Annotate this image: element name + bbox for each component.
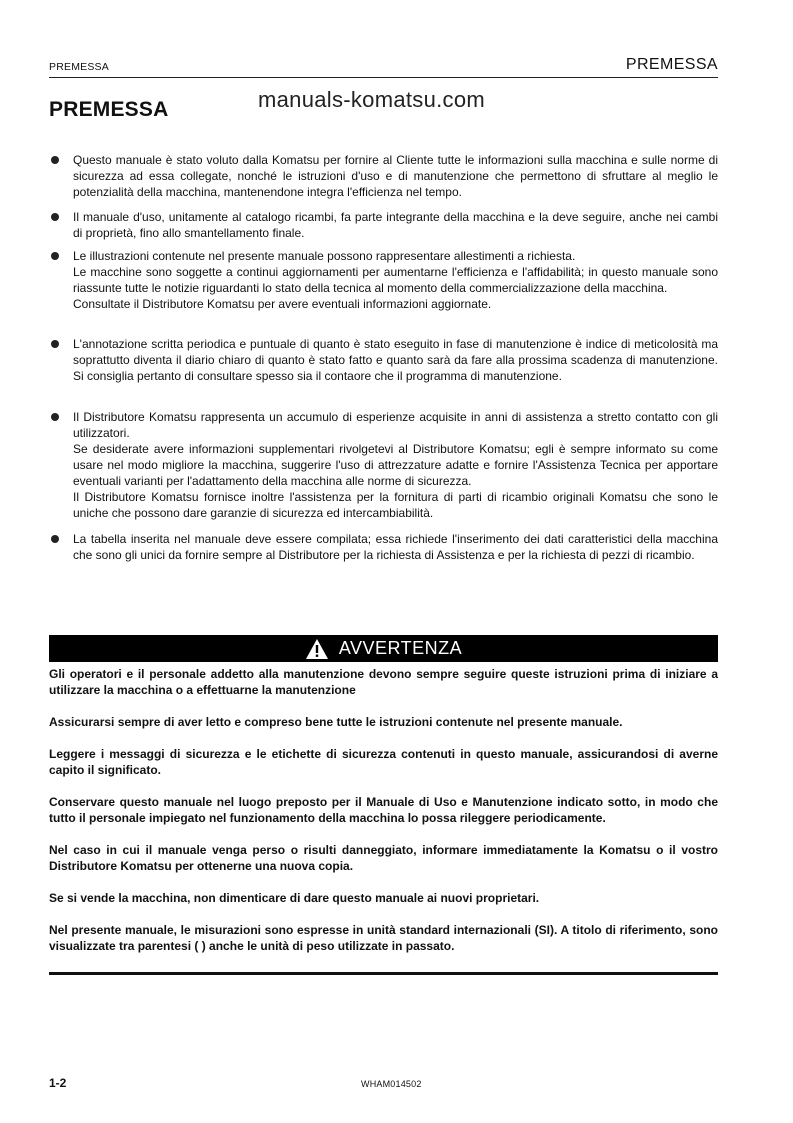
bullet-item <box>49 248 718 336</box>
header-section-label: PREMESSA <box>49 61 109 73</box>
bullet-paragraph: L'annotazione scritta periodica e puntuale di quanto è stato eseguito in fase di manutenzione è indice di meticolosità ma soprattutto diventa il diario chiaro di quanto è stato fatto e quanto sarà da fare alla prossima scadenza di manutenzione. Si consiglia pertanto di consultare spesso sia il contaore che il programma di manutenzione. <box>73 337 718 383</box>
page-number: 1-2 <box>49 1076 67 1090</box>
bullet-paragraph: Consultate il Distributore Komatsu per avere eventuali informazioni aggiornate. <box>73 297 492 311</box>
warning-paragraph: Assicurarsi sempre di aver letto e compreso bene tutte le istruzioni contenute nel presente manuale. <box>49 715 623 729</box>
intro-bullet-list <box>49 152 718 579</box>
bullet-paragraph: Il manuale d'uso, unitamente al catalogo ricambi, fa parte integrante della macchina e la deve seguire, anche nei cambi di proprietà, fino allo smantellamento finale. <box>73 210 718 240</box>
bullet-paragraph: Se desiderate avere informazioni supplementari rivolgetevi al Distributore Komatsu; egli è sempre informato su come usare nel modo migliore la macchina, suggerire l'uso di attrezzature adatte e fornire l'Assistenza Tecnica per apportare eventuali varianti per l'adattamento della macchina alle norme di sicurezza. <box>73 442 718 488</box>
warning-paragraph: Leggere i messaggi di sicurezza e le etichette di sicurezza contenuti in questo manuale, assicurandosi di averne capito il significato. <box>49 747 718 777</box>
bullet-item <box>49 336 718 409</box>
bullet-item <box>49 152 718 209</box>
bullet-item <box>49 209 718 248</box>
warning-paragraph: Gli operatori e il personale addetto alla manutenzione devono sempre seguire queste istruzioni prima di iniziare a utilizzare la macchina o a effettuarne la manutenzione <box>49 667 718 697</box>
warning-triangle-icon <box>305 638 329 660</box>
bullet-dot-icon <box>51 156 59 164</box>
warning-paragraph: Nel caso in cui il manuale venga perso o risulti danneggiato, informare immediatamente la Komatsu o il vostro Distributore Komatsu per ottenerne una nuova copia. <box>49 843 718 873</box>
header-chapter-label: PREMESSA <box>625 56 718 73</box>
running-header <box>49 54 718 78</box>
document-code: WHAM014502 <box>361 1079 422 1089</box>
watermark-text: manuals-komatsu.com <box>258 87 485 112</box>
bullet-item <box>49 531 718 579</box>
warning-title: AVVERTENZA <box>338 638 463 658</box>
bullet-item <box>49 409 718 531</box>
bullet-dot-icon <box>51 413 59 421</box>
bullet-paragraph: Il Distributore Komatsu rappresenta un accumulo di esperienze acquisite in anni di assistenza a stretto contatto con gli utilizzatori. <box>73 410 718 440</box>
warning-bottom-rule <box>49 972 718 975</box>
warning-paragraph: Se si vende la macchina, non dimenticare di dare questo manuale ai nuovi proprietari. <box>49 891 540 905</box>
bullet-dot-icon <box>51 340 59 348</box>
bullet-paragraph: Le macchine sono soggette a continui aggiornamenti per aumentarne l'efficienza e l'affidabilità; in questo manuale sono riassunte tutte le notizie riguardanti lo stato della tecnica al momento della commercializzazione della macchina. <box>73 265 718 295</box>
warning-paragraph: Conservare questo manuale nel luogo preposto per il Manuale di Uso e Manutenzione indicato sotto, in modo che tutto il personale impiegato nel funzionamento della macchina lo possa rileggere periodicamente. <box>49 795 718 825</box>
warning-banner <box>49 635 718 662</box>
bullet-paragraph: La tabella inserita nel manuale deve essere compilata; essa richiede l'inserimento dei dati caratteristici della macchina che sono gli unici da fornire sempre al Distributore per la richiesta di Assistenza e per la richiesta di pezzi di ricambio. <box>73 532 718 562</box>
bullet-dot-icon <box>51 213 59 221</box>
bullet-dot-icon <box>51 535 59 543</box>
warning-paragraph: Nel presente manuale, le misurazioni sono espresse in unità standard internazionali (SI). A titolo di riferimento, sono visualizzate tra parentesi ( ) anche le unità di peso utilizzate in passato. <box>49 923 718 953</box>
bullet-paragraph: Le illustrazioni contenute nel presente manuale possono rappresentare allestimenti a richiesta. <box>73 249 576 263</box>
warning-body <box>49 666 718 970</box>
bullet-paragraph: Questo manuale è stato voluto dalla Komatsu per fornire al Cliente tutte le informazioni sulla macchina e sulle norme di sicurezza ad essa collegate, nonché le istruzioni d'uso e di manutenzione che permettono di sfruttare al meglio le potenzialità della macchina, mantenendone integra l'efficienza nel tempo. <box>73 153 718 199</box>
bullet-paragraph: Il Distributore Komatsu fornisce inoltre l'assistenza per la fornitura di parti di ricambio originali Komatsu che sono le uniche che possono dare garanzie di sicurezza ed intercambiabilità. <box>73 490 718 520</box>
bullet-dot-icon <box>51 252 59 260</box>
page-title: PREMESSA <box>49 98 169 121</box>
